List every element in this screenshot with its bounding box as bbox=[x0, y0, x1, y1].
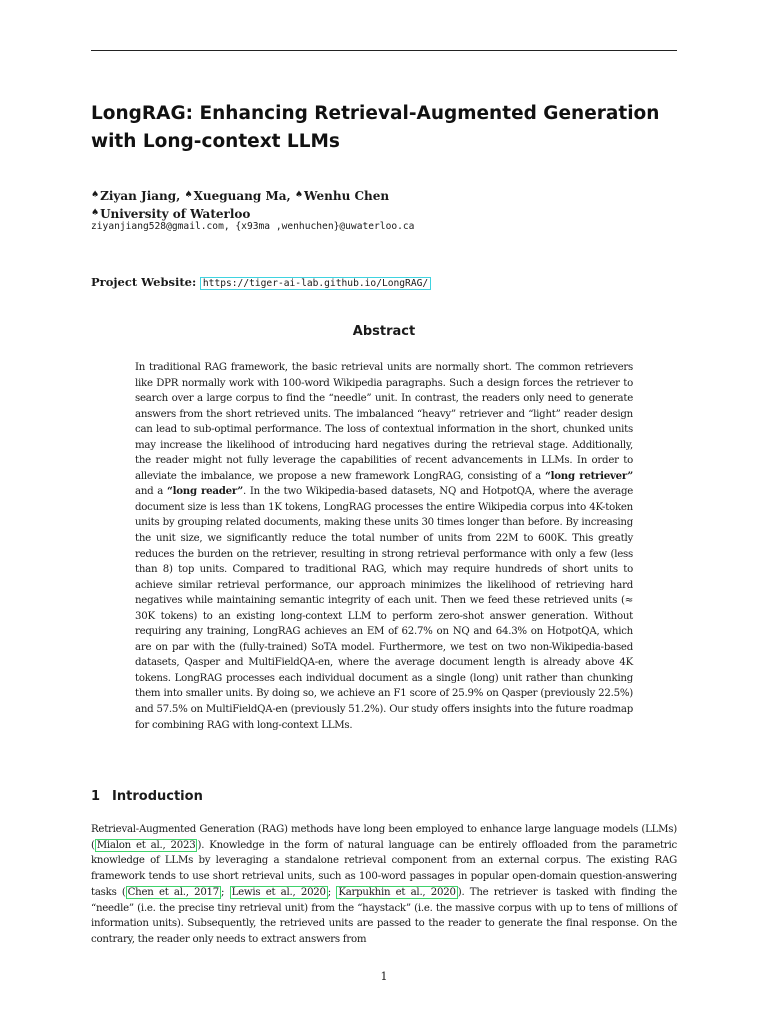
website-link[interactable]: https://tiger-ai-lab.github.io/LongRAG/ bbox=[200, 277, 431, 290]
author-block bbox=[91, 187, 677, 223]
introduction-paragraph: Retrieval-Augmented Generation (RAG) methods have long been employed to enhance large language models (LLMs) ( Mialon et al., 2023 ). Knowledge in the form of natural language can be entirely offloaded from the parametric knowledge of LLMs by leveraging a standalone retrieval component from an external corpus. The existing RAG framework tends to use short retrieval units, such as 100-word passages in popular open-domain question-answering tasks ( Chen et al., 2017 ; Lewis et al., 2020 ; Karpukhin et al., 2020 ). The retriever is tasked with finding the “needle” (i.e. the precise tiny retrieval unit) from the “haystack” (i.e. the massive corpus with up to tens of millions of information units). Subsequently, the retrieved units are passed to the reader to generate the final response. On the contrary, the reader only needs to extract answers from bbox=[91, 824, 678, 945]
spade-icon: ♠ bbox=[294, 190, 303, 200]
citation-link[interactable]: Lewis et al., 2020 bbox=[231, 886, 326, 898]
author: ♠Wenhu Chen bbox=[294, 189, 390, 203]
author-list bbox=[91, 187, 677, 205]
section-title: Introduction bbox=[112, 789, 203, 804]
page-number: 1 bbox=[380, 970, 388, 983]
long-retriever-term: “long retriever” bbox=[545, 469, 633, 482]
spade-icon: ♠ bbox=[184, 190, 193, 200]
citation-link[interactable]: Mialon et al., 2023 bbox=[96, 839, 196, 851]
citation-link[interactable]: Chen et al., 2017 bbox=[127, 886, 220, 898]
section-number: 1 bbox=[91, 789, 101, 804]
website-label: Project Website: bbox=[91, 275, 197, 289]
affiliation: ♠University of Waterloo bbox=[91, 207, 251, 221]
citation-link[interactable]: Karpukhin et al., 2020 bbox=[338, 886, 456, 898]
section-heading bbox=[91, 789, 203, 804]
long-reader-term: “long reader” bbox=[167, 485, 243, 498]
top-rule bbox=[91, 50, 677, 51]
author: ♠Xueguang Ma, bbox=[184, 189, 291, 203]
paper-title: LongRAG: Enhancing Retrieval-Augmented Generation with Long-context LLMs bbox=[91, 103, 660, 152]
spade-icon: ♠ bbox=[91, 208, 100, 218]
author-emails: ziyanjiang528@gmail.com, {x93ma ,wenhuchen}@uwaterloo.ca bbox=[91, 221, 415, 232]
abstract-heading: Abstract bbox=[352, 324, 416, 339]
spade-icon: ♠ bbox=[91, 190, 100, 200]
project-website bbox=[91, 274, 431, 292]
abstract-body: In traditional RAG framework, the basic retrieval units are normally short. The common retrievers like DPR normally work with 100-word Wikipedia paragraphs. Such a design forces the retriever to search over a large corpus to find the “needle” unit. In contrast, the readers only need to generate answers from the short retrieved units. The imbalanced “heavy” retriever and “light” reader design can lead to sub-optimal performance. The loss of contextual information in the short, chunked units may increase the likelihood of introducing hard negatives during the retrieval stage. Additionally, the reader might not fully leverage the capabilities of recent advancements in LLMs. In order to alleviate the imbalance, we propose a new framework LongRAG, consisting of a “long retriever” and a “long reader”. In the two Wikipedia-based datasets, NQ and HotpotQA, where the average document size is less than 1K tokens, LongRAG processes the entire Wikipedia corpus into 4K-token units by grouping related documents, making these units 30 times longer than before. By increasing the unit size, we significantly reduce the total number of units from 22M to 600K. This greatly reduces the burden on the retriever, resulting in strong retrieval performance with only a few (less than 8) top units. Compared to traditional RAG, which may require hundreds of short units to achieve similar retrieval performance, our approach minimizes the likelihood of retrieving hard negatives while maintaining semantic integrity of each unit. Then we feed these retrieved units (≈ 30K tokens) to an existing long-context LLM to perform zero-shot answer generation. Without requiring any training, LongRAG achieves an EM of 62.7% on NQ and 64.3% on HotpotQA, which are on par with the (fully-trained) SoTA model. Furthermore, we test on two non-Wikipedia-based datasets, Qasper and MultiFieldQA-en, where the average document length is already above 4K tokens. LongRAG processes each individual document as a single (long) unit rather than chunking them into smaller units. By doing so, we achieve an F1 score of 25.9% on Qasper (previously 22.5%) and 57.5% on MultiFieldQA-en (previously 51.2%). Our study offers insights into the future roadmap for combining RAG with long-context LLMs. bbox=[135, 362, 633, 731]
author: ♠Ziyan Jiang, bbox=[91, 189, 181, 203]
